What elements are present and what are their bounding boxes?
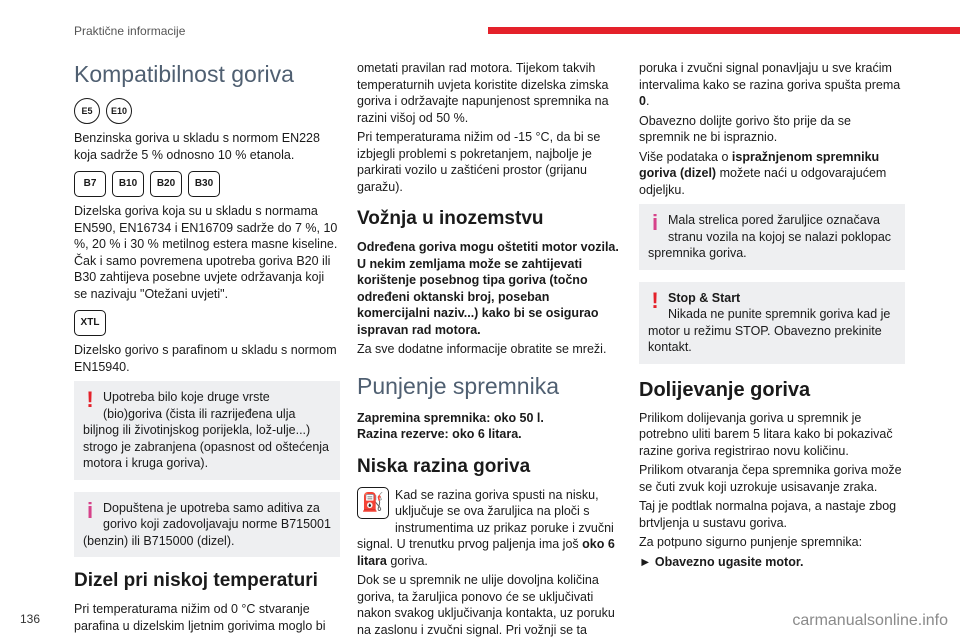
stop-start-title: Stop & Start	[668, 290, 741, 305]
xtl-fuel-label	[74, 310, 340, 336]
reserve-level: Razina rezerve: oko 6 litara.	[357, 427, 522, 441]
abroad-bold-text: Određena goriva mogu oštetiti motor vozila. U nekim zemljama može se zahtijevati korištenje posebnog tipa goriva (točno određeni oktanski broj, poseban komercijalni naziv...) kako bi se osigurao ispravan rad motora.	[357, 240, 619, 337]
e-fuel-labels	[74, 98, 340, 124]
info-box-additives	[74, 492, 340, 558]
warning-text: Upotreba bilo koje druge vrste (bio)goriva (čista ili razrijeđena ulja biljnog ili životinjskog porijekla, lož-ulje...) strogo je zabranjena (opasnost od oštećenja motora i kruga goriva).	[83, 390, 329, 470]
fuel-pump-warning-icon: ⛽	[357, 487, 389, 519]
info-text: Mala strelica pored žaruljice označava stranu vozila na kojoj se nalazi poklopac spremnika goriva.	[648, 213, 892, 260]
vacuum-text: Taj je podtlak normalna pojava, a nastaje zbog brtvljenja u sustavu goriva.	[639, 499, 897, 530]
low-fuel-text: Kad se razina goriva spusti na nisku, uključuje se ova žaruljica na ploči s instrumentima uz prikaz poruke i zvučni signal. U trenutku prvog paljenja ima još oko 6 litara goriva.	[357, 487, 615, 568]
diesel-fuels-text: Dizelska goriva koja su u skladu s normama EN590, EN16734 i EN16709 sadrže do 7 %, 10 %, 20 % i 30 % metilnog estera masne kiseline. Čak i samo povremena upotreba goriva B20 ili B30 zahtijeva posebne uvjete održavanja koji se nazivaju "Otežani uvjeti".	[74, 204, 338, 301]
running-header: Praktične informacije	[74, 24, 186, 38]
diesel-garage-text: Pri temperaturama nižim od -15 °C, da bi se izbjegli problemi s pokretanjem, najbolje je parkirati vozilo u zaštićeni prostor (grijanu garažu).	[357, 130, 601, 194]
e10-label-icon: E10	[106, 98, 132, 124]
safe-filling-text: Za potpuno sigurno punjenje spremnika:	[639, 535, 863, 549]
heading-low-fuel: Niska razina goriva	[357, 455, 531, 477]
section-title-filling-tank: Punjenje spremnika	[357, 372, 560, 399]
info-icon: i	[86, 497, 94, 523]
page-number: 136	[20, 612, 41, 626]
info-text: Dopuštena je upotreba samo aditiva za gorivo koji zadovoljavaju norme B715001 (benzin) ili B715000 (dizel).	[83, 500, 331, 548]
stop-start-text: Nikada ne punite spremnik goriva kad je motor u režimu STOP. Obavezno prekinite kontakt.	[648, 307, 891, 354]
empty-tank-ref-text: Više podataka o ispražnjenom spremniku goriva (dizel) možete naći u odgovarajućem odjeljku.	[639, 149, 887, 197]
cap-sound-text: Prilikom otvaranja čepa spremnika goriva može se čuti zvuk koji uzrokuje usisavanje zraka.	[639, 463, 902, 494]
exclamation-warning-icon: !	[86, 387, 94, 412]
low-fuel-continued: poruka i zvučni signal ponavljaju u sve kraćim intervalima kako se razina goriva spušta prema 0.	[639, 61, 901, 108]
section-title-fuel-compatibility: Kompatibilnost goriva	[74, 61, 294, 87]
xtl-fuel-text: Dizelsko gorivo s parafinom u skladu s normom EN15940.	[74, 343, 337, 374]
heading-driving-abroad: Vožnja u inozemstvu	[357, 208, 544, 229]
info-icon: i	[651, 210, 659, 235]
diesel-cold-text: Pri temperaturama nižim od 0 °C stvaranje parafina u dizelskim ljetnim gorivima moglo bi	[74, 602, 326, 633]
low-fuel-repeat-text: Dok se u spremnik ne ulije dovoljna količina goriva, ta žaruljica ponovo će se uključivati nakon svakog uključivanja kontakta, uz poruku na zaslonu i zvučni signal. Pri vožnji se ta	[357, 573, 615, 637]
column-1	[74, 60, 340, 637]
section-title-topping-up: Dolijevanje goriva	[639, 378, 811, 401]
topping-up-text: Prilikom dolijevanja goriva u spremnik je potrebno uliti barem 5 litara kako bi pokazivač razine goriva registrirao novu količinu.	[639, 410, 893, 458]
b20-label-icon: B20	[150, 171, 182, 197]
xtl-label-icon: XTL	[74, 310, 106, 336]
diesel-cold-continued: ometati pravilan rad motora. Tijekom takvih temperaturnih uvjeta koristite dizelska zimska goriva i održavajte napunjenost spremnika na razini višoj od 50 %.	[357, 61, 609, 125]
heading-diesel-low-temp: Dizel pri niskoj temperaturi	[74, 570, 318, 591]
column-2	[357, 60, 623, 641]
b30-label-icon: B30	[188, 171, 220, 197]
red-accent-bar	[488, 27, 960, 34]
b-fuel-labels	[74, 171, 340, 197]
petrol-fuels-text: Benzinska goriva u skladu s normom EN228 koja sadrže 5 % odnosno 10 % etanola.	[74, 131, 320, 162]
column-3	[639, 60, 905, 573]
warning-box-stop-start	[639, 282, 905, 364]
info-box-arrow	[639, 204, 905, 270]
exclamation-warning-icon: !	[651, 287, 659, 313]
b10-label-icon: B10	[112, 171, 144, 197]
warning-box-biofuels	[74, 381, 340, 480]
b7-label-icon: B7	[74, 171, 106, 197]
step-switch-off-engine: ► Obavezno ugasite motor.	[639, 554, 804, 569]
e5-label-icon: E5	[74, 98, 100, 124]
abroad-network-text: Za sve dodatne informacije obratite se mreži.	[357, 342, 607, 356]
refuel-soon-text: Obavezno dolijte gorivo što prije da se spremnik ne bi ispraznio.	[639, 113, 851, 144]
tank-capacity: Zapremina spremnika: oko 50 l.	[357, 410, 544, 425]
watermark: carmanualsonline.info	[792, 612, 948, 629]
